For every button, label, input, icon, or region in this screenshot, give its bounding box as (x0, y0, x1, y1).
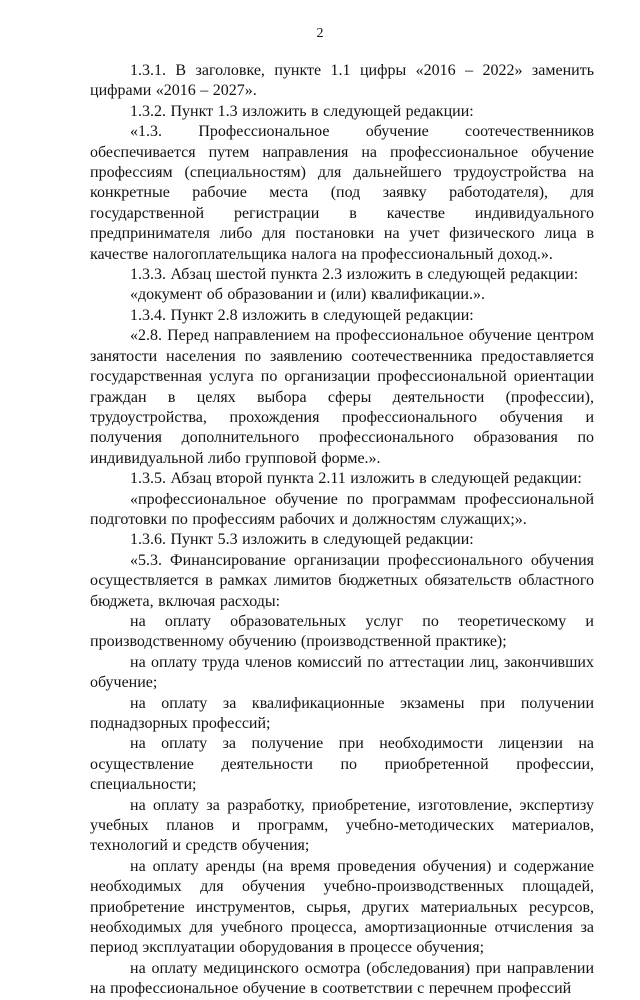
paragraph-1-3-3: 1.3.3. Абзац шестой пункта 2.3 изложить в следующей редакции: (130, 266, 579, 284)
paragraph-quote-2-8: «2.8. Перед направлением на профессиональное обучение центром занятости населения по заявлению соотечественника предоставляется государственная услуга по организации профессиональной ориентации граждан в целях выбора сферы деятельности (профессии), трудоустройства, прохождения профессионального обучения и получения дополнительного профессионального образования по индивидуальной либо групповой форме.». (90, 327, 594, 467)
paragraph-1-3-1: 1.3.1. В заголовке, пункте 1.1 цифры «2016 – 2022» заменить цифрами «2016 – 2027». (90, 62, 594, 100)
paragraph-expense-medical: на оплату медицинского осмотра (обследования) при направлении на профессиональное обучение в соответствии с перечнем профессий (90, 959, 594, 998)
paragraph-expense-license: на оплату за получение при необходимости лицензии на осуществление деятельности по приобретенной профессии, специальности; (90, 735, 594, 794)
page-number: 2 (316, 26, 324, 41)
paragraph-1-3-4: 1.3.4. Пункт 2.8 изложить в следующей редакции: (130, 306, 474, 324)
paragraph-expense-qualification-exams: на оплату за квалификационные экзамены при получении поднадзорных профессий; (90, 694, 594, 732)
paragraph-quote-document: «документ об образовании и (или) квалификации.». (130, 286, 485, 304)
paragraph-1-3-2: 1.3.2. Пункт 1.3 изложить в следующей редакции: (130, 102, 474, 120)
paragraph-1-3-6: 1.3.6. Пункт 5.3 изложить в следующей редакции: (130, 531, 474, 549)
paragraph-expense-commission-labor: на оплату труда членов комиссий по аттестации лиц, закончивших обучение; (90, 653, 594, 692)
paragraph-quote-training: «профессиональное обучение по программам профессиональной подготовки по профессиям рабочих и должностям служащих;». (90, 490, 594, 528)
paragraph-expense-educational-services: на оплату образовательных услуг по теоретическому и производственному обучению (производственной практике); (90, 612, 594, 651)
paragraph-quote-1-3: «1.3. Профессиональное обучение соотечественников обеспечивается путем направления на профессиональное обучение профессиям (специальностям) для дальнейшего трудоустройства на конкретные рабочие места (под заявку работодателя), для государственной регистрации в качестве индивидуального предпринимателя либо для постановки на учет физического лица в качестве налогоплательщика налога на профессиональный доход.». (90, 123, 594, 263)
paragraph-1-3-5: 1.3.5. Абзац второй пункта 2.11 изложить в следующей редакции: (130, 470, 582, 488)
paragraph-expense-curriculum: на оплату за разработку, приобретение, изготовление, экспертизу учебных планов и программ, учебно-методических материалов, технологий и средств обучения; (90, 796, 594, 855)
paragraph-quote-5-3: «5.3. Финансирование организации профессионального обучения осуществляется в рамках лимитов бюджетных обязательств областного бюджета, включая расходы: (90, 551, 594, 610)
paragraph-expense-rent: на оплату аренды (на время проведения обучения) и содержание необходимых для обучения учебно-производственных площадей, приобретение инструментов, сырья, других материальных ресурсов, необходимых для учебного процесса, амортизационные отчисления за период эксплуатации оборудования в процессе обучения; (90, 857, 594, 957)
document-body (90, 61, 594, 1000)
